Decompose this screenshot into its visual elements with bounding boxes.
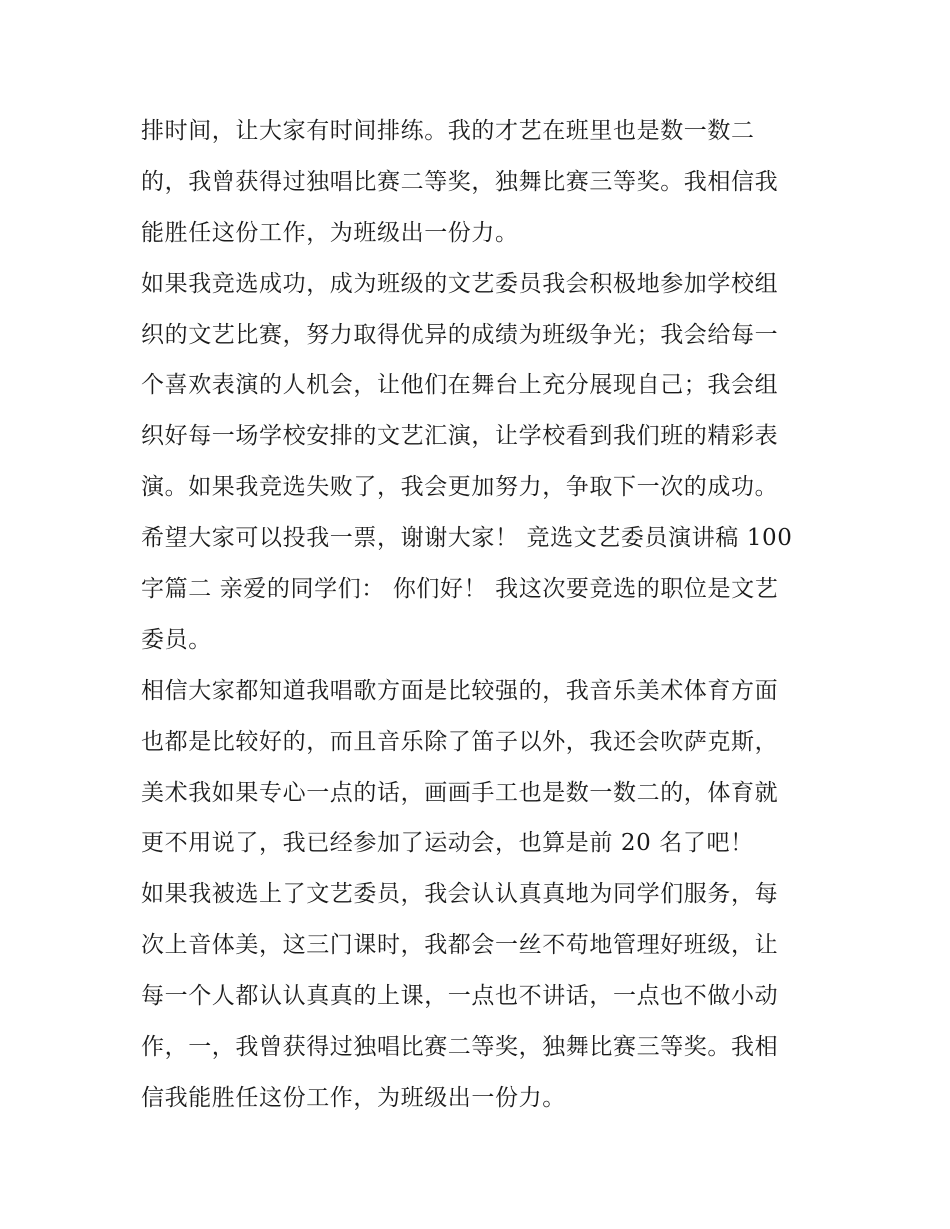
- text-line: 个喜欢表演的人机会，让他们在舞台上充分展现自己；我会组: [141, 372, 779, 399]
- text-line: 排时间，让大家有时间排练。我的才艺在班里也是数一数二: [141, 118, 755, 144]
- body-text: [141, 106, 821, 1124]
- text-line: 如果我被选上了文艺委员，我会认认真真地为同学们服务，每: [141, 881, 779, 908]
- text-line: 的，我曾获得过独唱比赛二等奖，独舞比赛三等奖。我相信我: [141, 168, 779, 195]
- text-line: 也都是比较好的，而且音乐除了笛子以外，我还会吹萨克斯，: [141, 728, 779, 755]
- text-line: 希望大家可以投我一票，谢谢大家！ 竞选文艺委员演讲稿 100: [141, 525, 793, 552]
- text-line: 织好每一场学校安排的文艺汇演，让学校看到我们班的精彩表: [141, 423, 779, 450]
- text-line: 作，一，我曾获得过独唱比赛二等奖，独舞比赛三等奖。我相: [141, 1034, 779, 1061]
- text-line: 织的文艺比赛，努力取得优异的成绩为班级争光；我会给每一: [141, 321, 779, 348]
- text-line: 演。如果我竞选失败了，我会更加努力，争取下一次的成功。: [141, 474, 779, 501]
- text-line: 美术我如果专心一点的话，画画手工也是数一数二的，体育就: [141, 779, 779, 806]
- text-line: 如果我竞选成功，成为班级的文艺委员我会积极地参加学校组: [141, 270, 779, 297]
- text-line: 每一个人都认认真真的上课，一点也不讲话，一点也不做小动: [141, 983, 779, 1010]
- text-line: 次上音体美，这三门课时，我都会一丝不苟地管理好班级，让: [141, 932, 779, 959]
- text-line: 信我能胜任这份工作，为班级出一份力。: [141, 1084, 566, 1111]
- text-line: 相信大家都知道我唱歌方面是比较强的，我音乐美术体育方面: [141, 677, 779, 704]
- text-line: 更不用说了，我已经参加了运动会，也算是前 20 名了吧！: [141, 830, 754, 857]
- text-line: 能胜任这份工作，为班级出一份力。: [141, 219, 519, 246]
- text-line: 字篇二 亲爱的同学们： 你们好！ 我这次要竞选的职位是文艺: [141, 576, 779, 603]
- text-line: 委员。: [141, 626, 212, 653]
